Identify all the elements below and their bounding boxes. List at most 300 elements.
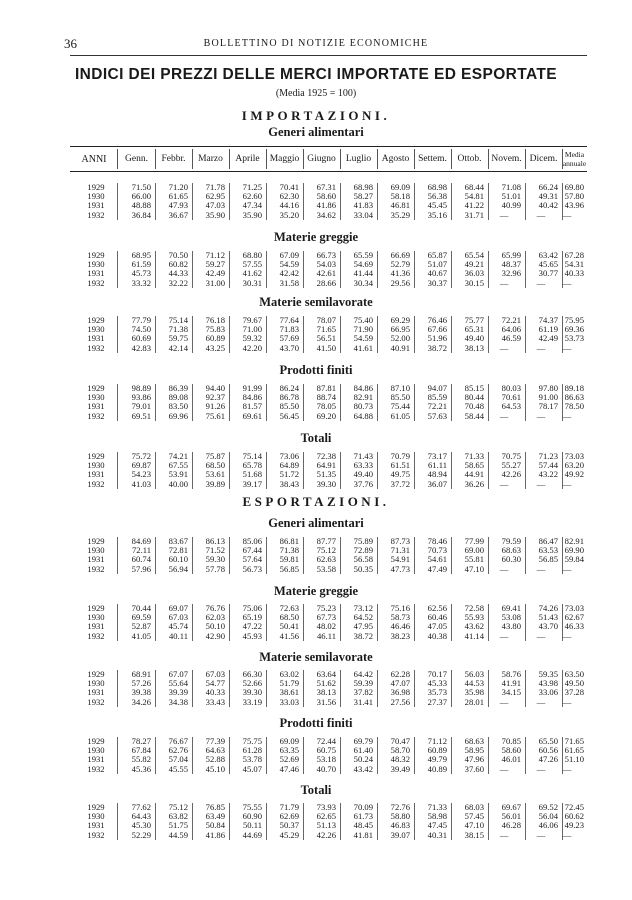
page-title: INDICI DEI PREZZI DELLE MERCI IMPORTATE ED ESPORTATE <box>74 66 558 83</box>
value-cell: 69.61 <box>242 410 262 421</box>
year-cell: 1931 <box>87 554 105 565</box>
value-cell: 60.89 <box>205 333 225 344</box>
value-cell: 44.16 <box>279 200 299 211</box>
year-cell: 1932 <box>87 342 105 353</box>
table-row <box>0 831 632 840</box>
value-cell: 42.14 <box>168 342 188 353</box>
table-row <box>0 632 632 641</box>
value-cell: 64.91 <box>316 460 336 471</box>
value-cell: 71.83 <box>279 324 299 335</box>
value-cell: 43.42 <box>353 763 373 774</box>
value-cell: 65.59 <box>353 250 373 260</box>
value-cell: 71.12 <box>427 736 447 746</box>
annual-average-cell: 63.20 <box>564 460 584 471</box>
value-cell: 78.46 <box>427 536 447 546</box>
value-cell: 47.93 <box>168 200 188 211</box>
year-cell: 1929 <box>87 315 105 325</box>
value-cell: 59.32 <box>242 333 262 344</box>
value-cell: 75.40 <box>353 315 373 325</box>
table-row <box>0 211 632 220</box>
value-cell: — <box>499 696 509 707</box>
value-cell: 27.37 <box>427 696 447 707</box>
value-cell: 63.35 <box>279 745 299 756</box>
annual-average-cell: — <box>562 696 572 707</box>
column-header-febbraio: Febbr. <box>161 153 186 164</box>
value-cell: 74.21 <box>168 451 188 461</box>
value-cell: 35.73 <box>427 687 447 698</box>
value-cell: 86.78 <box>279 392 299 403</box>
value-cell: — <box>536 342 546 353</box>
value-cell: 52.69 <box>279 754 299 765</box>
value-cell: 69.96 <box>168 410 188 421</box>
value-cell: 75.14 <box>242 451 262 461</box>
annual-average-cell: 69.80 <box>564 182 584 192</box>
value-cell: 57.26 <box>131 678 151 689</box>
value-cell: 65.87 <box>427 250 447 260</box>
value-cell: 58.44 <box>464 410 484 421</box>
value-cell: 54.61 <box>427 554 447 565</box>
annual-average-cell: 62.67 <box>564 612 584 623</box>
value-cell: 94.40 <box>205 383 225 393</box>
annual-average-cell: 51.10 <box>564 754 584 765</box>
value-cell: 86.13 <box>205 536 225 546</box>
value-cell: 37.60 <box>464 763 484 774</box>
year-cell: 1931 <box>87 469 105 480</box>
value-cell: 41.81 <box>353 829 373 840</box>
value-cell: 53.61 <box>205 469 225 480</box>
value-cell: — <box>499 763 509 774</box>
value-cell: 70.44 <box>131 603 151 613</box>
value-cell: 72.44 <box>316 736 336 746</box>
value-cell: 58.80 <box>390 811 410 822</box>
value-cell: 36.84 <box>131 209 151 220</box>
value-cell: 45.65 <box>538 259 558 270</box>
value-cell: 78.27 <box>131 736 151 746</box>
value-cell: 54.59 <box>353 333 373 344</box>
value-cell: 42.20 <box>242 342 262 353</box>
value-cell: 36.98 <box>390 687 410 698</box>
value-cell: 35.90 <box>242 209 262 220</box>
category-heading: Totali <box>300 783 332 797</box>
value-cell: 45.93 <box>242 630 262 641</box>
value-cell: 60.89 <box>427 745 447 756</box>
section-heading-esportazioni: ESPORTAZIONI. <box>242 494 390 509</box>
table-block <box>0 737 632 774</box>
value-cell: 69.07 <box>168 603 188 613</box>
value-cell: 71.20 <box>168 182 188 192</box>
annual-average-cell: 67.28 <box>564 250 584 260</box>
annual-average-cell: 69.90 <box>564 545 584 556</box>
value-cell: 82.91 <box>353 392 373 403</box>
value-cell: 43.80 <box>501 621 521 632</box>
value-cell: — <box>499 277 509 288</box>
value-cell: 33.03 <box>279 696 299 707</box>
value-cell: — <box>499 410 509 421</box>
value-cell: 65.50 <box>538 736 558 746</box>
value-cell: 46.46 <box>390 621 410 632</box>
table-block <box>0 604 632 641</box>
value-cell: 70.47 <box>390 736 410 746</box>
value-cell: 46.81 <box>390 200 410 211</box>
value-cell: 75.72 <box>131 451 151 461</box>
value-cell: 54.91 <box>390 554 410 565</box>
page-subtitle: (Media 1925 = 100) <box>275 88 357 99</box>
value-cell: 53.08 <box>501 612 521 623</box>
annual-average-cell: 53.73 <box>564 333 584 344</box>
year-cell: 1931 <box>87 401 105 412</box>
value-cell: 51.79 <box>279 678 299 689</box>
value-cell: 43.98 <box>538 678 558 689</box>
value-cell: 79.59 <box>501 536 521 546</box>
value-cell: 47.07 <box>390 678 410 689</box>
value-cell: 30.15 <box>464 277 484 288</box>
value-cell: 45.29 <box>279 829 299 840</box>
value-cell: 60.69 <box>131 333 151 344</box>
value-cell: 58.18 <box>390 191 410 202</box>
value-cell: 44.69 <box>242 829 262 840</box>
value-cell: 49.40 <box>353 469 373 480</box>
value-cell: 64.88 <box>353 410 373 421</box>
column-header-dicembre: Dicem. <box>529 153 558 164</box>
value-cell: 86.24 <box>279 383 299 393</box>
value-cell: 72.89 <box>353 545 373 556</box>
value-cell: 76.46 <box>427 315 447 325</box>
value-cell: 78.07 <box>316 315 336 325</box>
value-cell: 51.62 <box>316 678 336 689</box>
value-cell: 38.15 <box>464 829 484 840</box>
value-cell: 39.07 <box>390 829 410 840</box>
value-cell: 29.56 <box>390 277 410 288</box>
column-header-giugno: Giugno <box>307 153 336 164</box>
value-cell: 70.79 <box>390 451 410 461</box>
value-cell: 66.95 <box>390 324 410 335</box>
value-cell: 47.96 <box>464 754 484 765</box>
value-cell: 74.37 <box>538 315 558 325</box>
value-cell: 67.55 <box>168 460 188 471</box>
value-cell: 41.86 <box>205 829 225 840</box>
value-cell: 57.63 <box>427 410 447 421</box>
category-heading: Generi alimentari <box>268 516 364 530</box>
value-cell: 62.60 <box>242 191 262 202</box>
value-cell: 59.35 <box>538 669 558 679</box>
value-cell: 78.05 <box>316 401 336 412</box>
value-cell: 69.00 <box>464 545 484 556</box>
table-row <box>0 279 632 288</box>
value-cell: 43.22 <box>538 469 558 480</box>
value-cell: 63.64 <box>316 669 336 679</box>
value-cell: 64.63 <box>205 745 225 756</box>
table-block <box>0 452 632 489</box>
value-cell: 38.13 <box>316 687 336 698</box>
value-cell: 45.45 <box>427 200 447 211</box>
value-cell: — <box>499 563 509 574</box>
year-cell: 1932 <box>87 209 105 220</box>
value-cell: 45.10 <box>205 763 225 774</box>
year-cell: 1931 <box>87 333 105 344</box>
value-cell: 64.52 <box>353 612 373 623</box>
annual-average-cell: 43.96 <box>564 200 584 211</box>
value-cell: 77.79 <box>131 315 151 325</box>
year-cell: 1930 <box>87 324 105 335</box>
value-cell: 74.50 <box>131 324 151 335</box>
table-block <box>0 537 632 574</box>
value-cell: 71.65 <box>316 324 336 335</box>
value-cell: 37.82 <box>353 687 373 698</box>
value-cell: 38.72 <box>427 342 447 353</box>
value-cell: 86.81 <box>279 536 299 546</box>
category-heading: Materie greggie <box>273 584 359 598</box>
value-cell: 46.11 <box>316 630 336 641</box>
value-cell: 68.63 <box>464 736 484 746</box>
value-cell: 71.78 <box>205 182 225 192</box>
value-cell: 40.31 <box>427 829 447 840</box>
value-cell: — <box>499 209 509 220</box>
year-cell: 1929 <box>87 603 105 613</box>
value-cell: 38.72 <box>353 630 373 641</box>
value-cell: 50.10 <box>205 621 225 632</box>
value-cell: 58.76 <box>501 669 521 679</box>
value-cell: 40.00 <box>168 478 188 489</box>
value-cell: 75.77 <box>464 315 484 325</box>
value-cell: 75.44 <box>390 401 410 412</box>
table-block <box>0 803 632 840</box>
value-cell: 57.64 <box>242 554 262 565</box>
value-cell: 67.84 <box>131 745 151 756</box>
value-cell: 52.79 <box>390 259 410 270</box>
value-cell: 41.56 <box>279 630 299 641</box>
annual-average-cell: 46.33 <box>564 621 584 632</box>
value-cell: 68.50 <box>205 460 225 471</box>
table-row <box>0 412 632 421</box>
value-cell: 49.40 <box>464 333 484 344</box>
year-cell: 1932 <box>87 410 105 421</box>
value-cell: 75.23 <box>316 603 336 613</box>
year-cell: 1929 <box>87 451 105 461</box>
annual-average-cell: 73.03 <box>564 451 584 461</box>
value-cell: 33.43 <box>205 696 225 707</box>
value-cell: 45.55 <box>168 763 188 774</box>
value-cell: 30.31 <box>242 277 262 288</box>
value-cell: 46.28 <box>501 820 521 831</box>
value-cell: 32.96 <box>501 268 521 279</box>
value-cell: 72.21 <box>501 315 521 325</box>
value-cell: 51.96 <box>427 333 447 344</box>
year-cell: 1932 <box>87 630 105 641</box>
value-cell: 42.49 <box>538 333 558 344</box>
value-cell: 72.21 <box>427 401 447 412</box>
value-cell: 80.03 <box>501 383 521 393</box>
value-cell: 42.42 <box>279 268 299 279</box>
value-cell: 81.57 <box>242 401 262 412</box>
value-cell: 56.45 <box>279 410 299 421</box>
value-cell: 62.95 <box>205 191 225 202</box>
table-row <box>0 480 632 489</box>
value-cell: 54.69 <box>353 259 373 270</box>
value-cell: 71.90 <box>353 324 373 335</box>
annual-average-cell: 49.92 <box>564 469 584 480</box>
category-heading: Prodotti finiti <box>279 363 353 377</box>
value-cell: 68.50 <box>279 612 299 623</box>
value-cell: 70.17 <box>427 669 447 679</box>
value-cell: 98.89 <box>131 383 151 393</box>
value-cell: — <box>499 630 509 641</box>
value-cell: 48.37 <box>501 259 521 270</box>
value-cell: 84.86 <box>353 383 373 393</box>
value-cell: 42.49 <box>205 268 225 279</box>
value-cell: 92.37 <box>205 392 225 403</box>
year-cell: 1930 <box>87 745 105 756</box>
annual-average-cell: — <box>562 209 572 220</box>
value-cell: 76.18 <box>205 315 225 325</box>
value-cell: 77.64 <box>279 315 299 325</box>
value-cell: 68.95 <box>131 250 151 260</box>
value-cell: — <box>536 763 546 774</box>
value-cell: 86.47 <box>538 536 558 546</box>
annual-average-cell: 69.36 <box>564 324 584 335</box>
value-cell: 68.98 <box>353 182 373 192</box>
value-cell: 64.43 <box>131 811 151 822</box>
value-cell: 94.07 <box>427 383 447 393</box>
value-cell: 47.10 <box>464 563 484 574</box>
value-cell: 42.26 <box>316 829 336 840</box>
year-cell: 1931 <box>87 621 105 632</box>
value-cell: 47.05 <box>427 621 447 632</box>
value-cell: 77.99 <box>464 536 484 546</box>
value-cell: 51.72 <box>279 469 299 480</box>
value-cell: 33.04 <box>353 209 373 220</box>
value-cell: 58.98 <box>427 811 447 822</box>
value-cell: 67.03 <box>168 612 188 623</box>
value-cell: 87.81 <box>316 383 336 393</box>
value-cell: 44.91 <box>464 469 484 480</box>
value-cell: 69.87 <box>131 460 151 471</box>
annual-average-cell: 59.84 <box>564 554 584 565</box>
value-cell: 52.29 <box>131 829 151 840</box>
annual-average-cell: — <box>562 478 572 489</box>
value-cell: 41.61 <box>353 342 373 353</box>
value-cell: 41.83 <box>353 200 373 211</box>
value-cell: 85.50 <box>279 401 299 412</box>
value-cell: 40.11 <box>168 630 188 641</box>
value-cell: 40.99 <box>501 200 521 211</box>
value-cell: 56.01 <box>501 811 521 822</box>
value-cell: 66.24 <box>538 182 558 192</box>
value-cell: 44.59 <box>168 829 188 840</box>
value-cell: 47.73 <box>390 563 410 574</box>
annual-average-cell: 57.80 <box>564 191 584 202</box>
value-cell: 71.38 <box>279 545 299 556</box>
value-cell: 75.12 <box>316 545 336 556</box>
value-cell: 65.19 <box>242 612 262 623</box>
year-cell: 1929 <box>87 669 105 679</box>
value-cell: 68.98 <box>427 182 447 192</box>
value-cell: 73.93 <box>316 802 336 812</box>
value-cell: 48.32 <box>390 754 410 765</box>
value-cell: 47.45 <box>427 820 447 831</box>
table-row <box>0 344 632 353</box>
value-cell: 61.19 <box>538 324 558 335</box>
value-cell: 69.67 <box>501 802 521 812</box>
value-cell: 73.17 <box>427 451 447 461</box>
value-cell: 60.46 <box>427 612 447 623</box>
value-cell: 79.01 <box>131 401 151 412</box>
value-cell: 65.31 <box>464 324 484 335</box>
value-cell: 47.46 <box>279 763 299 774</box>
column-header-anni: ANNI <box>81 153 107 165</box>
annual-average-cell: — <box>562 410 572 421</box>
value-cell: 91.26 <box>205 401 225 412</box>
value-cell: 33.19 <box>242 696 262 707</box>
value-cell: 62.56 <box>427 603 447 613</box>
running-title: BOLLETTINO DI NOTIZIE ECONOMICHE <box>203 38 429 49</box>
value-cell: 39.39 <box>168 687 188 698</box>
value-cell: 51.13 <box>316 820 336 831</box>
value-cell: 67.73 <box>316 612 336 623</box>
year-cell: 1930 <box>87 678 105 689</box>
value-cell: 41.05 <box>131 630 151 641</box>
value-cell: 71.33 <box>464 451 484 461</box>
value-cell: 49.79 <box>427 754 447 765</box>
table-row <box>0 698 632 707</box>
value-cell: 40.70 <box>316 763 336 774</box>
year-cell: 1930 <box>87 811 105 822</box>
value-cell: 36.07 <box>427 478 447 489</box>
value-cell: 55.93 <box>464 612 484 623</box>
value-cell: 45.30 <box>131 820 151 831</box>
value-cell: 47.26 <box>538 754 558 765</box>
value-cell: 34.38 <box>168 696 188 707</box>
value-cell: 39.30 <box>316 478 336 489</box>
value-cell: 53.58 <box>316 563 336 574</box>
value-cell: 56.51 <box>316 333 336 344</box>
value-cell: 71.43 <box>353 451 373 461</box>
value-cell: 40.33 <box>205 687 225 698</box>
value-cell: 28.66 <box>316 277 336 288</box>
annual-average-cell: — <box>562 630 572 641</box>
value-cell: 60.75 <box>316 745 336 756</box>
value-cell: 57.45 <box>464 811 484 822</box>
value-cell: 52.87 <box>131 621 151 632</box>
annual-average-cell: 37.28 <box>564 687 584 698</box>
value-cell: 41.22 <box>464 200 484 211</box>
value-cell: 71.12 <box>205 250 225 260</box>
value-cell: 69.51 <box>131 410 151 421</box>
value-cell: 41.91 <box>501 678 521 689</box>
value-cell: 51.01 <box>501 191 521 202</box>
value-cell: 73.06 <box>279 451 299 461</box>
value-cell: — <box>499 829 509 840</box>
value-cell: 27.56 <box>390 696 410 707</box>
value-cell: — <box>536 563 546 574</box>
annual-average-cell: — <box>562 763 572 774</box>
value-cell: 85.59 <box>427 392 447 403</box>
year-cell: 1931 <box>87 754 105 765</box>
table-block <box>0 384 632 421</box>
value-cell: 45.74 <box>168 621 188 632</box>
value-cell: 66.69 <box>390 250 410 260</box>
year-cell: 1929 <box>87 536 105 546</box>
value-cell: 55.64 <box>168 678 188 689</box>
category-heading: Materie semilavorate <box>259 295 373 309</box>
value-cell: 70.75 <box>501 451 521 461</box>
value-cell: 36.03 <box>464 268 484 279</box>
value-cell: 47.49 <box>427 563 447 574</box>
value-cell: 93.86 <box>131 392 151 403</box>
value-cell: 71.79 <box>279 802 299 812</box>
value-cell: 46.59 <box>501 333 521 344</box>
value-cell: 80.73 <box>353 401 373 412</box>
value-cell: 61.40 <box>353 745 373 756</box>
